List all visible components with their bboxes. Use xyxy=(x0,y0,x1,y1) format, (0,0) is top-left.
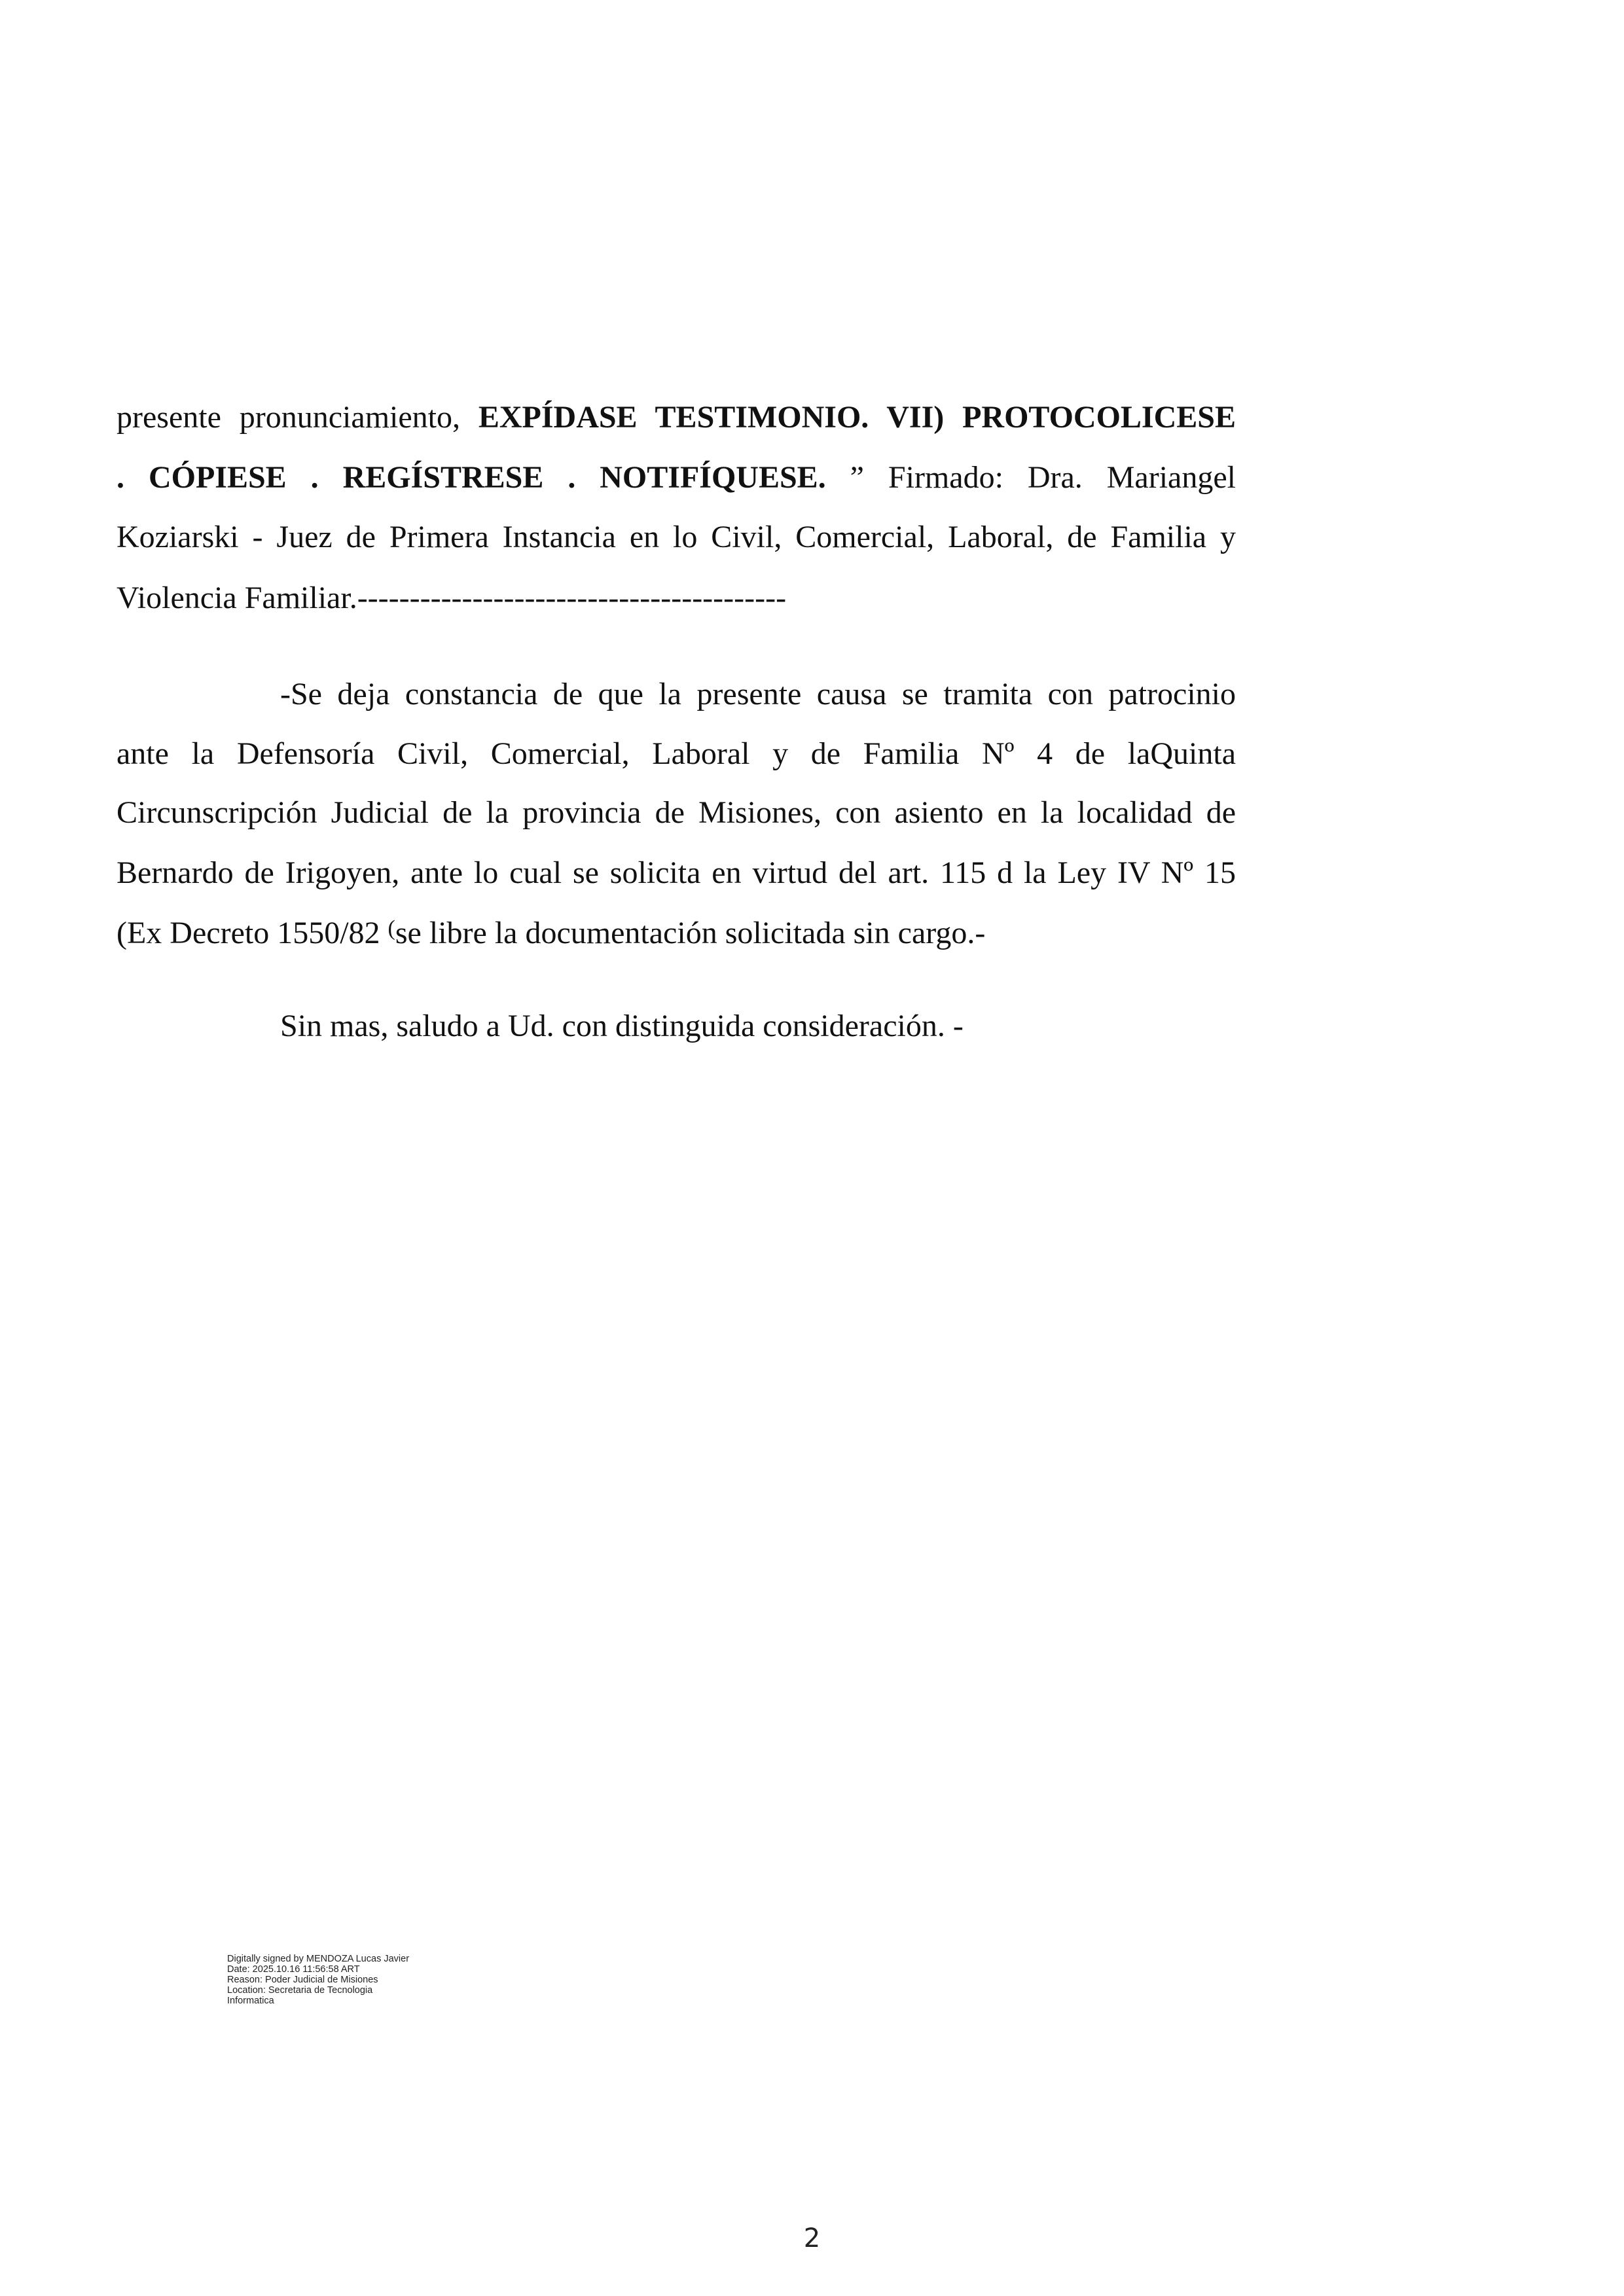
signature-line: Informatica xyxy=(227,1996,274,2006)
signature-line: Date: 2025.10.16 11:56:58 ART xyxy=(227,1964,360,1975)
digital-signature-block xyxy=(227,1954,409,2006)
text-run: presente pronunciamiento, xyxy=(117,400,478,435)
text-run: (Ex Decreto 1550/82 xyxy=(117,916,388,950)
bold-text-run: EXPÍDASE TESTIMONIO. VII) PROTOCOLICESE xyxy=(478,400,1236,435)
signature-line: Reason: Poder Judicial de Misiones xyxy=(227,1975,378,1985)
paragraph-1-line-4: Violencia Familiar.----------------------------------------- xyxy=(117,581,787,615)
page-number: 2 xyxy=(803,2223,821,2253)
signature-line: Location: Secretaria de Tecnologia xyxy=(227,1985,373,1996)
paragraph-2-line-1: -Se deja constancia de que la presente causa se tramita con patrocinio xyxy=(280,677,1236,711)
paragraph-1-line-2 xyxy=(117,458,1236,497)
paragraph-1-line-1 xyxy=(117,398,1236,437)
closing-line: Sin mas, saludo a Ud. con distinguida consideración. - xyxy=(280,1009,964,1043)
superscript-paren: ( xyxy=(388,916,395,941)
text-run: ” Firmado: Dra. Mariangel xyxy=(825,460,1236,495)
text-run: se libre la documentación solicitada sin cargo.- xyxy=(395,916,986,950)
bold-text-run: . CÓPIESE . REGÍSTRESE . NOTIFÍQUESE. xyxy=(117,460,826,495)
paragraph-1-line-3: Koziarski - Juez de Primera Instancia en lo Civil, Comercial, Laboral, de Familia y xyxy=(117,520,1236,554)
paragraph-2-line-2: ante la Defensoría Civil, Comercial, Laboral y de Familia Nº 4 de laQuinta xyxy=(117,736,1236,771)
paragraph-2-line-5 xyxy=(117,914,1236,956)
paragraph-2-line-3: Circunscripción Judicial de la provincia de Misiones, con asiento en la localidad de xyxy=(117,795,1236,830)
paragraph-2-line-4: Bernardo de Irigoyen, ante lo cual se solicita en virtud del art. 115 d la Ley IV Nº 15 xyxy=(117,855,1236,890)
signature-line: Digitally signed by MENDOZA Lucas Javier xyxy=(227,1954,410,1964)
